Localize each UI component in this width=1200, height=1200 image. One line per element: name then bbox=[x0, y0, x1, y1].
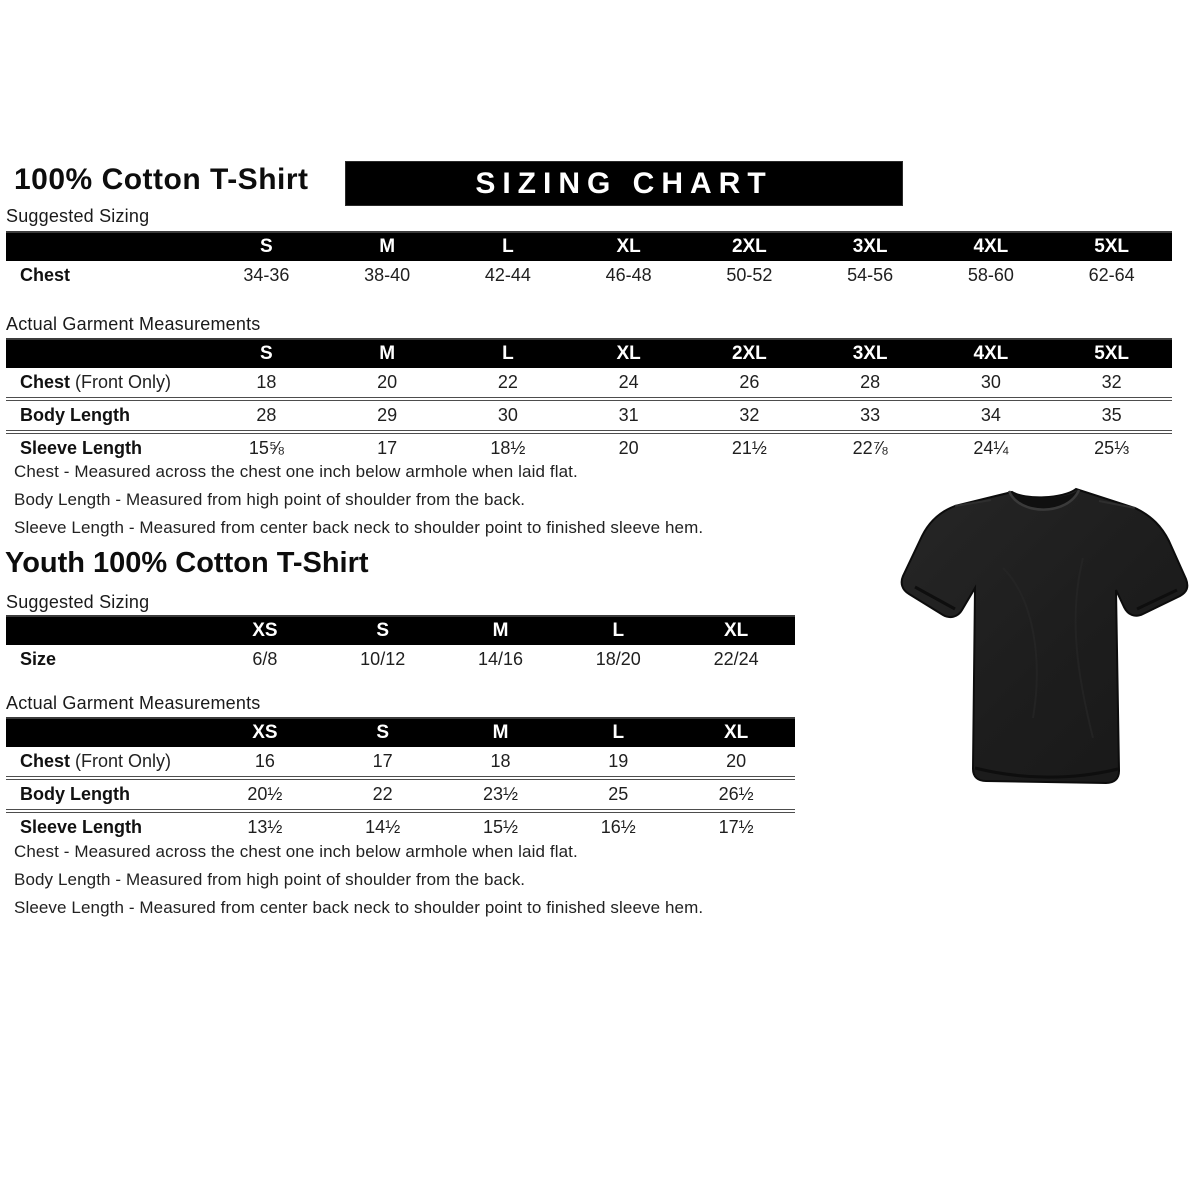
size-column-header: M bbox=[379, 236, 396, 257]
measurement-value: 20 bbox=[726, 751, 747, 771]
youth-measurement-notes bbox=[14, 842, 814, 926]
table-row bbox=[6, 813, 795, 842]
measurement-value: 20½ bbox=[247, 784, 283, 804]
measurement-value: 16 bbox=[254, 751, 275, 771]
measurement-value: 32 bbox=[739, 405, 760, 425]
measurement-value: 38-40 bbox=[364, 265, 411, 285]
youth-actual-measurements-label: Actual Garment Measurements bbox=[6, 693, 261, 713]
black-t-shirt-image bbox=[893, 478, 1195, 810]
size-column-header: S bbox=[376, 722, 390, 743]
measurement-value: 18 bbox=[256, 372, 277, 392]
table-row bbox=[6, 747, 795, 780]
measurement-value: 17 bbox=[372, 751, 393, 771]
measurement-value: 22⅞ bbox=[852, 438, 888, 458]
measurement-value: 32 bbox=[1101, 372, 1122, 392]
note-chest: Chest - Measured across the chest one inch below armhole when laid flat. bbox=[14, 462, 578, 481]
measurement-value: 15½ bbox=[482, 817, 519, 837]
measurement-value: 22 bbox=[372, 784, 393, 804]
note-chest: Chest - Measured across the chest one inch below armhole when laid flat. bbox=[14, 842, 578, 861]
measurement-value: 28 bbox=[256, 405, 277, 425]
table-row bbox=[6, 645, 795, 674]
measurement-value: 20 bbox=[618, 438, 639, 458]
measurement-value: 35 bbox=[1101, 405, 1122, 425]
size-column-header: S bbox=[260, 343, 273, 364]
measurement-value: 26 bbox=[739, 372, 760, 392]
measurement-value: 46-48 bbox=[605, 265, 652, 285]
adult-suggested-sizing-table bbox=[6, 231, 1172, 290]
measurement-value: 23½ bbox=[482, 784, 519, 804]
page-title: 100% Cotton T-Shirt bbox=[14, 163, 309, 196]
note-body-length: Body Length - Measured from high point of shoulder from the back. bbox=[14, 490, 526, 509]
measurement-value: 22 bbox=[497, 372, 518, 392]
table-row bbox=[6, 780, 795, 813]
measurement-value: 42-44 bbox=[484, 265, 531, 285]
measurement-value: 13½ bbox=[247, 817, 283, 837]
measurement-value: 50-52 bbox=[726, 265, 773, 285]
table-row bbox=[6, 434, 1172, 463]
measurement-value: 25 bbox=[608, 784, 629, 804]
row-label: Sleeve Length bbox=[20, 438, 143, 458]
t-shirt-graphic bbox=[893, 478, 1195, 810]
size-column-header: S bbox=[376, 620, 390, 641]
adult-measurement-notes bbox=[14, 462, 814, 546]
youth-suggested-sizing-table bbox=[6, 615, 795, 674]
size-column-header: L bbox=[612, 722, 625, 743]
note-body-length: Body Length - Measured from high point of shoulder from the back. bbox=[14, 870, 526, 889]
size-column-header: XL bbox=[723, 620, 749, 641]
measurement-value: 28 bbox=[860, 372, 881, 392]
measurement-value: 26½ bbox=[718, 784, 754, 804]
size-column-header: S bbox=[260, 236, 273, 257]
table-header-row bbox=[6, 615, 795, 645]
size-column-header: L bbox=[502, 343, 514, 364]
row-label: Chest (Front Only) bbox=[20, 372, 172, 392]
adult-actual-measurements-label: Actual Garment Measurements bbox=[6, 314, 261, 334]
table-header-row bbox=[6, 717, 795, 747]
table-header-row bbox=[6, 338, 1172, 368]
row-label: Size bbox=[20, 649, 57, 669]
measurement-value: 16½ bbox=[600, 817, 636, 837]
size-column-header: XL bbox=[723, 722, 749, 743]
size-column-header: XL bbox=[616, 343, 641, 364]
size-column-header: L bbox=[612, 620, 625, 641]
measurement-value: 14/16 bbox=[477, 649, 524, 669]
measurement-value: 29 bbox=[377, 405, 398, 425]
row-label: Sleeve Length bbox=[20, 817, 143, 837]
size-column-header: 5XL bbox=[1094, 236, 1130, 257]
measurement-value: 58-60 bbox=[967, 265, 1014, 285]
size-column-header: 3XL bbox=[852, 236, 888, 257]
measurement-value: 10/12 bbox=[360, 649, 406, 669]
measurement-value: 25⅓ bbox=[1094, 438, 1130, 458]
measurement-value: 18 bbox=[490, 751, 511, 771]
size-column-header: M bbox=[492, 722, 509, 743]
row-label: Chest bbox=[20, 265, 71, 285]
youth-section-title: Youth 100% Cotton T-Shirt bbox=[5, 547, 369, 579]
size-column-header: XL bbox=[616, 236, 641, 257]
size-column-header: 5XL bbox=[1094, 343, 1130, 364]
measurement-value: 18½ bbox=[490, 438, 526, 458]
measurement-value: 17 bbox=[377, 438, 398, 458]
measurement-value: 14½ bbox=[365, 817, 401, 837]
measurement-value: 54-56 bbox=[847, 265, 894, 285]
adult-suggested-sizing-label: Suggested Sizing bbox=[6, 206, 150, 226]
measurement-value: 6/8 bbox=[252, 649, 278, 669]
measurement-value: 33 bbox=[860, 405, 881, 425]
measurement-value: 22/24 bbox=[713, 649, 759, 669]
size-column-header: 2XL bbox=[731, 343, 767, 364]
measurement-value: 31 bbox=[618, 405, 639, 425]
size-column-header: M bbox=[379, 343, 396, 364]
table-header-row bbox=[6, 231, 1172, 261]
measurement-value: 21½ bbox=[731, 438, 767, 458]
row-label: Body Length bbox=[20, 784, 130, 804]
measurement-value: 30 bbox=[497, 405, 518, 425]
sizing-chart-banner: SIZING CHART bbox=[346, 162, 902, 205]
table-row bbox=[6, 401, 1172, 434]
size-column-header: 4XL bbox=[973, 343, 1009, 364]
measurement-value: 24¼ bbox=[973, 438, 1009, 458]
measurement-value: 18/20 bbox=[595, 649, 641, 669]
measurement-value: 17½ bbox=[718, 817, 754, 837]
measurement-value: 20 bbox=[377, 372, 398, 392]
row-label: Chest (Front Only) bbox=[20, 751, 172, 771]
note-sleeve-length: Sleeve Length - Measured from center back neck to shoulder point to finished sleeve hem. bbox=[14, 518, 704, 537]
size-column-header: 4XL bbox=[973, 236, 1009, 257]
measurement-value: 19 bbox=[608, 751, 629, 771]
size-column-header: M bbox=[492, 620, 509, 641]
measurement-value: 62-64 bbox=[1088, 265, 1135, 285]
note-sleeve-length: Sleeve Length - Measured from center back neck to shoulder point to finished sleeve hem. bbox=[14, 898, 704, 917]
row-label: Body Length bbox=[20, 405, 130, 425]
size-column-header: 2XL bbox=[731, 236, 767, 257]
table-row bbox=[6, 261, 1172, 290]
measurement-value: 34-36 bbox=[243, 265, 290, 285]
adult-actual-measurements-table bbox=[6, 338, 1172, 463]
table-row bbox=[6, 368, 1172, 401]
measurement-value: 34 bbox=[980, 405, 1001, 425]
size-column-header: 3XL bbox=[852, 343, 888, 364]
measurement-value: 30 bbox=[980, 372, 1001, 392]
size-column-header: XS bbox=[252, 620, 278, 641]
measurement-value: 24 bbox=[618, 372, 639, 392]
size-column-header: L bbox=[502, 236, 514, 257]
youth-actual-measurements-table bbox=[6, 717, 795, 842]
measurement-value: 15⅝ bbox=[248, 438, 284, 458]
youth-suggested-sizing-label: Suggested Sizing bbox=[6, 592, 150, 612]
size-column-header: XS bbox=[252, 722, 278, 743]
